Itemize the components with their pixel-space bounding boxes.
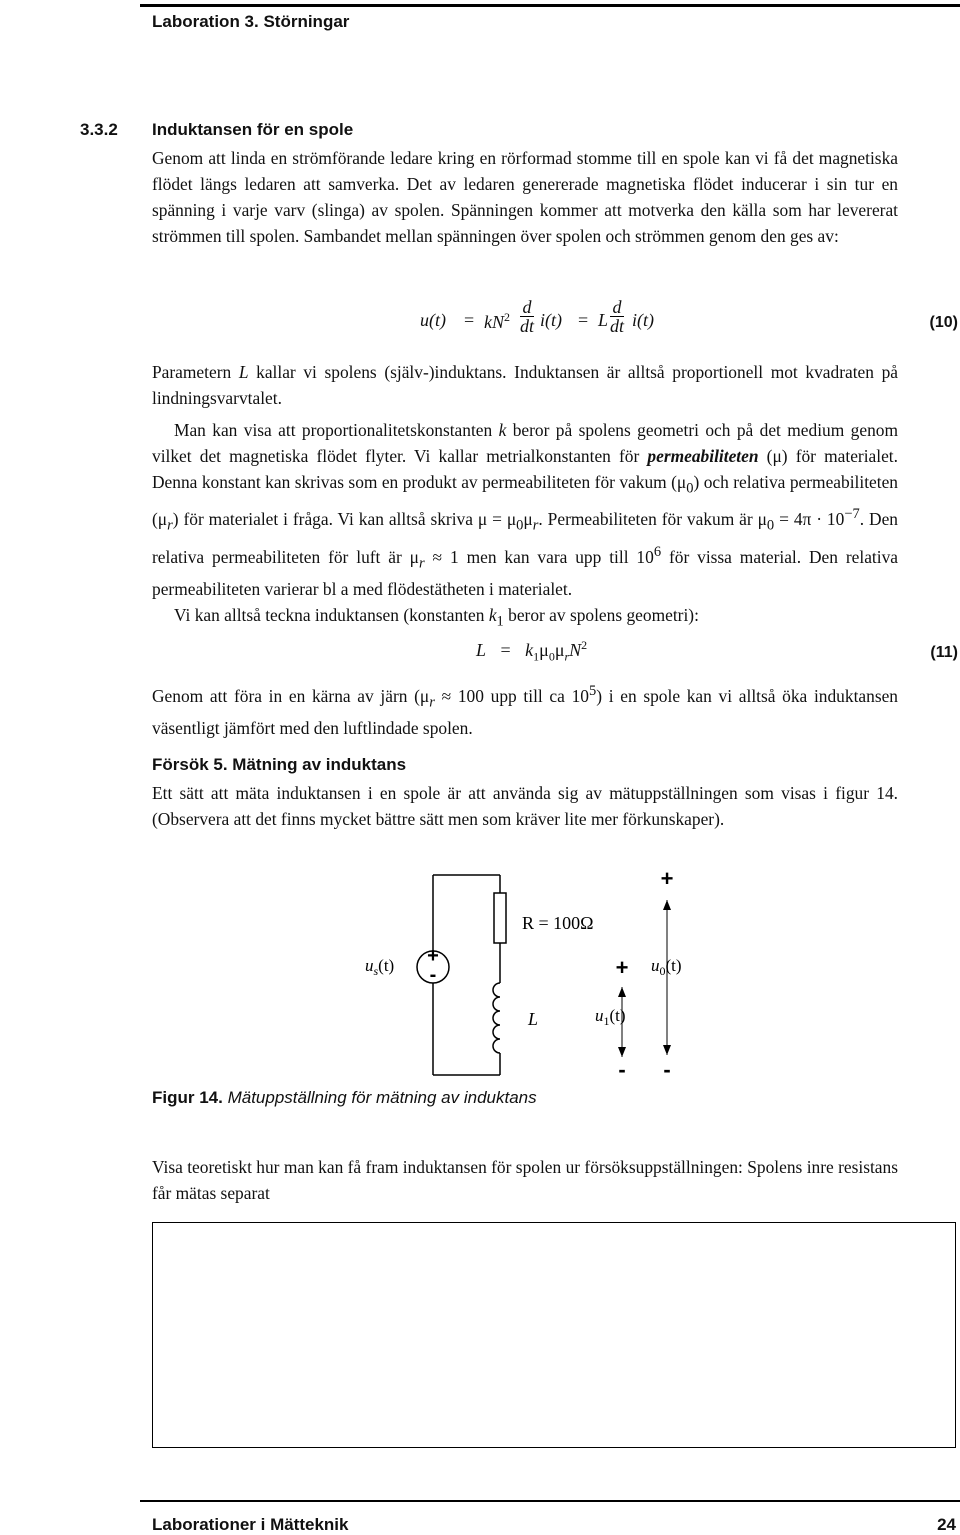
section-number: 3.3.2 [80, 120, 118, 139]
task-text: Visa teoretiskt hur man kan få fram induktansen för spolen ur försöksuppställningen: Spolens inre resistans får mätas separat [152, 1157, 898, 1203]
mu-sub0-a: 0 [686, 480, 694, 497]
core-3: ) i en spole kan vi alltså öka induktansen väsentligt jämfört med den luftlindade spolen. [152, 685, 899, 739]
eq11-subr: r [564, 649, 570, 664]
header-rule [140, 4, 960, 7]
mu-sub0-b: 0 [516, 517, 524, 534]
core-paragraph [152, 678, 898, 741]
eq11-mu0: μ [539, 640, 549, 660]
u0-arg: (t) [665, 956, 682, 975]
eq10-frac1-den: dt [520, 316, 535, 336]
mu-perm: permeabiliteten [647, 446, 759, 466]
eq11-sub0: 0 [548, 649, 555, 664]
footer-title: Laborationer i Mätteknik [152, 1515, 349, 1534]
u1-u: u [595, 1006, 604, 1025]
experiment-heading: Försök 5. Mätning av induktans [152, 755, 407, 774]
task-paragraph [152, 1154, 898, 1206]
resistor-symbol [494, 893, 506, 943]
eq10-u: u(t) [420, 310, 446, 330]
u1-arg: (t) [609, 1006, 626, 1025]
param-b: kallar vi spolens (själv-)induktans. Induktansen är alltså proportionell mot kvadraten på lindningsvarvtalet. [152, 362, 899, 408]
eq10-k: k [484, 312, 492, 332]
figure-caption-text: Mätuppställning för mätning av induktans [227, 1088, 537, 1107]
eq10-L [598, 310, 608, 331]
core-1: Genom att föra in en kärna av järn (μ [152, 685, 430, 706]
mu-subr-b: r [532, 517, 539, 534]
mu-sub0-c: 0 [766, 517, 775, 534]
eq10-lhs [420, 310, 446, 331]
k1-k: k [488, 605, 497, 625]
param-text [152, 359, 898, 411]
u1-minus: - [618, 1057, 626, 1082]
inductor-label: L [528, 1009, 539, 1029]
u0-u: u [651, 956, 660, 975]
eq10-frac1-num: d [520, 298, 534, 317]
intro-text: Genom att linda en strömförande ledare kring en rörformad stomme till en spole kan vi få det magnetiska flödet längs ledaren att samverka. Det av ledaren genererade magnetiska flödet inducerar i sin tur en spänning i varje varv (slinga) av spolen. Spänningen kommer att motverka den källa som har levererat strömmen till spolen. Sambandet mellan spänningen över spolen och strömmen genom den ges av: [152, 148, 898, 246]
param-paragraph [152, 359, 898, 634]
eq11-mur: μ [554, 640, 565, 660]
u0-plus: + [660, 866, 674, 891]
u0-label [651, 956, 682, 978]
source-plus: + [427, 945, 439, 967]
equation-11 [476, 638, 587, 665]
k1-paragraph [152, 602, 898, 634]
mu-1: Man kan visa att proportionalitetskonstanten [174, 420, 499, 440]
mu-8: = 4π · 10 [774, 509, 845, 530]
eq11-N: N [569, 640, 582, 660]
mu-5: ) för materialet i fråga. Vi kan alltså skriva μ = μ [172, 509, 517, 530]
u1-label [595, 1006, 626, 1028]
footer-rule [140, 1500, 960, 1502]
source-u: u [365, 956, 374, 975]
equation-10 [420, 296, 740, 344]
section-title: Induktansen för en spole [152, 120, 354, 139]
eq10-i1 [540, 310, 562, 331]
experiment-text: Ett sätt att mäta induktansen i en spole är att använda sig av mätuppställningen som visas i figur 14. (Observera att det finns mycket bättre sätt men som kräver lite mer förkunskaper). [152, 783, 898, 829]
equation-11-number: (11) [930, 644, 958, 661]
eq10-kn2 [484, 310, 510, 333]
intro-paragraph [152, 145, 898, 249]
mu-exp6: 6 [653, 543, 662, 560]
mu-paragraph [152, 417, 898, 602]
param-a: Parametern [152, 362, 239, 382]
mu-10: ≈ 1 men kan vara upp till 10 [424, 546, 654, 567]
param-L: L [238, 362, 249, 382]
source-label [365, 956, 394, 978]
mu-4: ) och relativa permeabiliteten (μ [152, 472, 898, 530]
eq11-L: L [476, 640, 487, 660]
k1-a: Vi kan alltså teckna induktansen (konstanten [174, 605, 489, 625]
eq10-i1-text: i(t) [540, 310, 562, 330]
eq11-eq: = [500, 640, 511, 660]
page-number: 24 [937, 1515, 956, 1534]
mu-exp7: −7 [844, 506, 860, 523]
eq10-i2 [632, 310, 654, 331]
core-exp: 5 [588, 683, 597, 699]
section-heading [80, 120, 353, 140]
core-text [152, 678, 898, 741]
resistor-label: R = 100Ω [522, 913, 594, 933]
eq11-sq: 2 [581, 638, 588, 652]
k1-b: beror av spolens geometri): [503, 605, 699, 625]
mu-3: (μ) för materialet. Denna konstant kan skrivas som en produkt av permeabiliteten för vakum (μ [152, 446, 898, 492]
eq11-sub1: 1 [533, 649, 540, 664]
core-r: r [429, 694, 435, 711]
eq10-frac1 [520, 298, 534, 335]
eq10-frac2-den: dt [610, 316, 625, 336]
eq10-frac2-num: d [610, 298, 624, 317]
mu-7: . Permeabiliteten för vakum är μ [538, 509, 767, 530]
u1-sub: 1 [603, 1014, 610, 1028]
u0-sub: 0 [659, 964, 666, 978]
mu-k: k [498, 420, 507, 440]
answer-box[interactable] [152, 1222, 956, 1448]
core-2: ≈ 100 upp till ca 10 [434, 685, 589, 706]
figure-caption [152, 1088, 537, 1108]
k1-sub: 1 [496, 613, 504, 630]
mu-2: beror på spolens geometri och på det medium genom vilket det magnetiska flödet flyter. Vi kallar metrialkonstanten för [152, 420, 898, 466]
mu-subr-a: r [167, 517, 173, 534]
figure-label: Figur 14. [152, 1088, 223, 1107]
eq10-L-text: L [598, 310, 609, 330]
mu-11: för vissa material. Den relativa permeabiliteten varierar bl a med flödestätheten i materialet. [152, 546, 898, 599]
mu-6: μ [523, 509, 533, 530]
eq10-sq: 2 [504, 310, 511, 324]
eq10-eq1: = [464, 310, 475, 330]
inductor-symbol [493, 983, 500, 1053]
mu-9: . Den relativa permeabiliteten för luft är μ [152, 509, 898, 567]
equation-10-number: (10) [929, 314, 958, 331]
eq10-i2-text: i(t) [632, 310, 654, 330]
eq11-k: k [525, 640, 534, 660]
eq10-N: N [492, 312, 505, 332]
u1-plus: + [615, 955, 629, 980]
header-title: Laboration 3. Störningar [152, 12, 350, 31]
source-arg: (t) [378, 956, 395, 975]
u0-minus: - [663, 1057, 671, 1082]
source-s: s [373, 964, 379, 978]
source-minus: - [429, 964, 437, 986]
eq10-frac2 [610, 298, 624, 335]
mu-subr-c: r [419, 555, 425, 571]
eq10-eq2: = [578, 310, 589, 330]
circuit-diagram [355, 865, 715, 1085]
experiment-paragraph [152, 780, 898, 832]
